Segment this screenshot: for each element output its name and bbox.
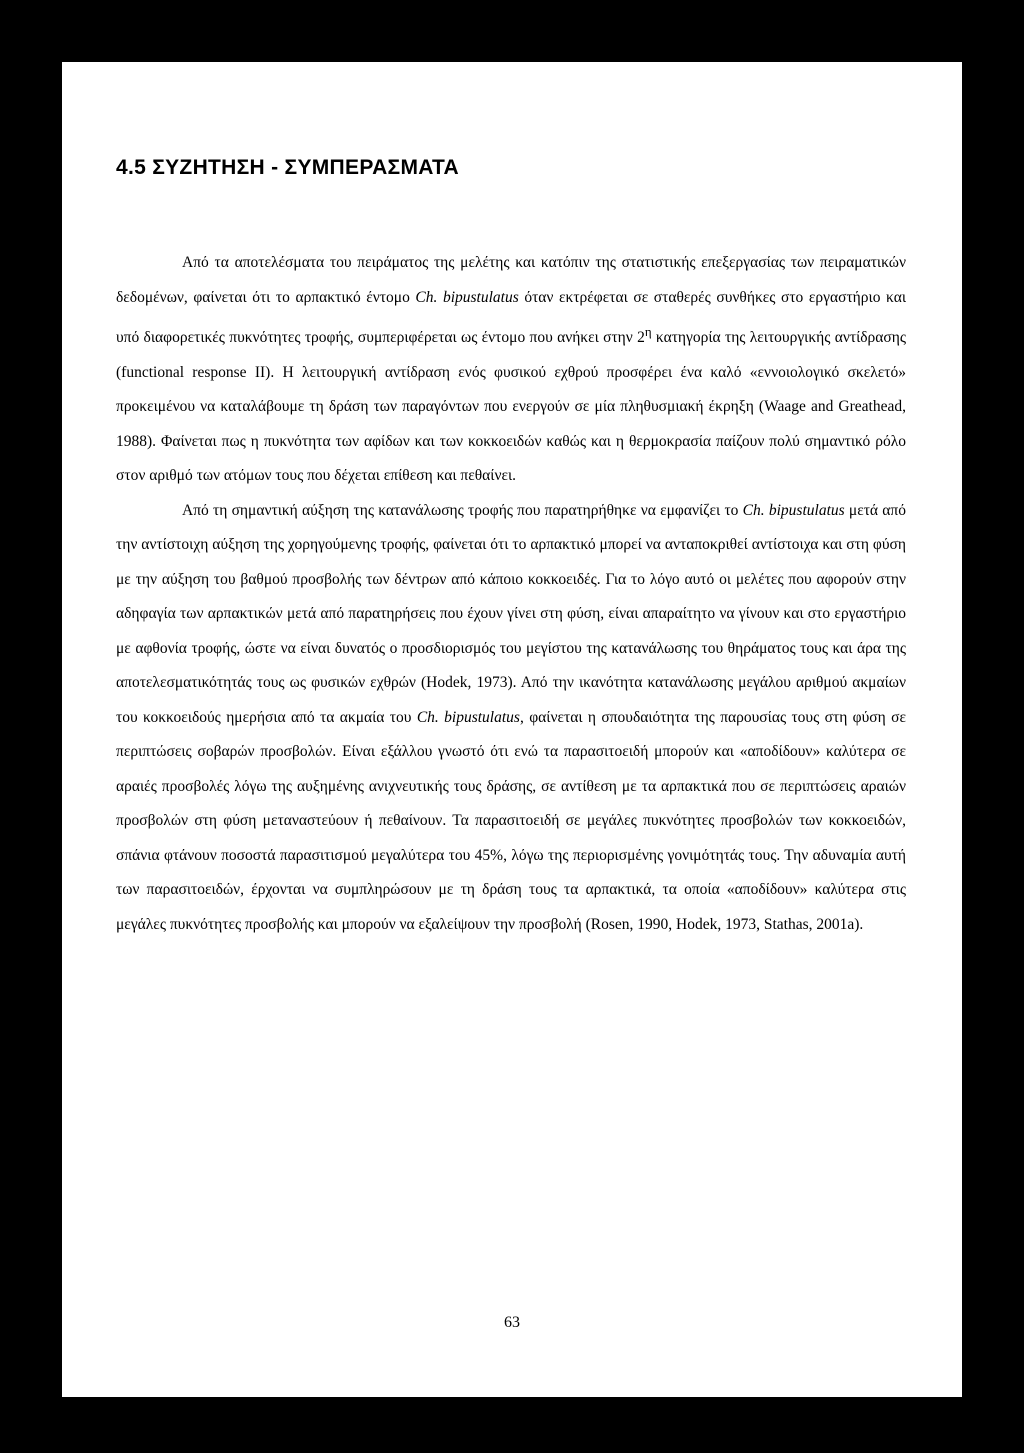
text-run: κατηγορία της λειτουργικής αντίδρασης (functional response II). Η λειτουργική αντίδραση ενός φυσικού εχθρού προσφέρει ένα καλό «εννοιολογικό σκελετό» προκειμένου να καταλάβουμε τη δράση των παραγόντων που ενεργούν σε μία πληθυσμιακή έκρηξη (Waage and Greathead, 1988). Φαίνεται πως η πυκνότητα των αφίδων και των κοκκοειδών καθώς και η θερμοκρασία παίζουν πολύ σημαντικό ρόλο στον αριθμό των ατόμων τους που δέχεται επίθεση και πεθαίνει.	[116, 329, 906, 485]
paragraph-1	[116, 246, 906, 494]
paragraph-2	[116, 494, 906, 943]
text-run: , φαίνεται η σπουδαιότητα της παρουσίας τους στη φύση σε περιπτώσεις σοβαρών προσβολών. Είναι εξάλλου γνωστό ότι ενώ τα παρασιτοειδή μπορούν και «αποδίδουν» καλύτερα σε αραιές προσβολές λόγω της αυξημένης ανιχνευτικής τους δράσης, σε αντίθεση με τα αρπακτικά που σε περιπτώσεις αραιών προσβολών στη φύση μεταναστεύουν ή πεθαίνουν. Τα παρασιτοειδή σε μεγάλες πυκνότητες προσβολών των κοκκοειδών, σπάνια φτάνουν ποσοστά παρασιτισμού μεγαλύτερα του 45%, λόγω της περιορισμένης γονιμότητάς τους. Την αδυναμία αυτή των παρασιτοειδών, έρχονται να συμπληρώσουν με τη δράση τους τα αρπακτικά, τα οποία «αποδίδουν» καλύτερα στις μεγάλες πυκνότητες προσβολής και μπορούν να εξαλείψουν την προσβολή (Rosen, 1990, Hodek, 1973, Stathas, 2001a).	[116, 708, 906, 933]
text-run: Από τα αποτελέσματα του πειράματος της μελέτης και κατόπιν της στατιστικής επεξεργασίας των πειραματικών δεδομένων, φαίνεται ότι το αρπακτικό έντομο	[116, 254, 906, 306]
text-run: μετά από την αντίστοιχη αύξηση της χορηγούμενης τροφής, φαίνεται ότι το αρπακτικό μπορεί να ανταποκριθεί αντίστοιχα και στη φύση με την αύξηση του βαθμού προσβολής των δέντρων από κάποιο κοκκοειδές. Για το λόγο αυτό οι μελέτες που αφορούν στην αδηφαγία των αρπακτικών μετά από παρατηρήσεις που έχουν γίνει στη φύση, είναι απαραίτητο να γίνουν και στο εργαστήριο με αφθονία τροφής, ώστε να είναι δυνατός ο προσδιορισμός του μεγίστου της κατανάλωσης του θηράματος τους και άρα της αποτελεσματικότητάς τους ως φυσικών εχθρών (Hodek, 1973). Από την ικανότητα κατανάλωσης μεγάλου αριθμού ακμαίων του κοκκοειδούς ημερήσια από τα ακμαία του	[116, 501, 906, 726]
text-run: Από τη σημαντική αύξηση της κατανάλωσης τροφής που παρατηρήθηκε να εμφανίζει το	[182, 501, 743, 519]
body-text	[116, 246, 906, 942]
species-name: Ch. bipustulatus	[742, 501, 845, 519]
page-number: 63	[504, 1314, 520, 1331]
species-name: Ch. bipustulatus	[416, 708, 520, 726]
species-name: Ch. bipustulatus	[415, 288, 519, 306]
superscript: η	[644, 324, 652, 339]
text-run: όταν εκτρέφεται σε σταθερές συνθήκες στο εργαστήριο και υπό διαφορετικές πυκνότητες τροφής, συμπεριφέρεται ως έντομο που ανήκει στην 2	[116, 288, 906, 347]
section-heading: 4.5 ΣΥΖΗΤΗΣΗ - ΣΥΜΠΕΡΑΣΜΑΤΑ	[116, 156, 459, 179]
